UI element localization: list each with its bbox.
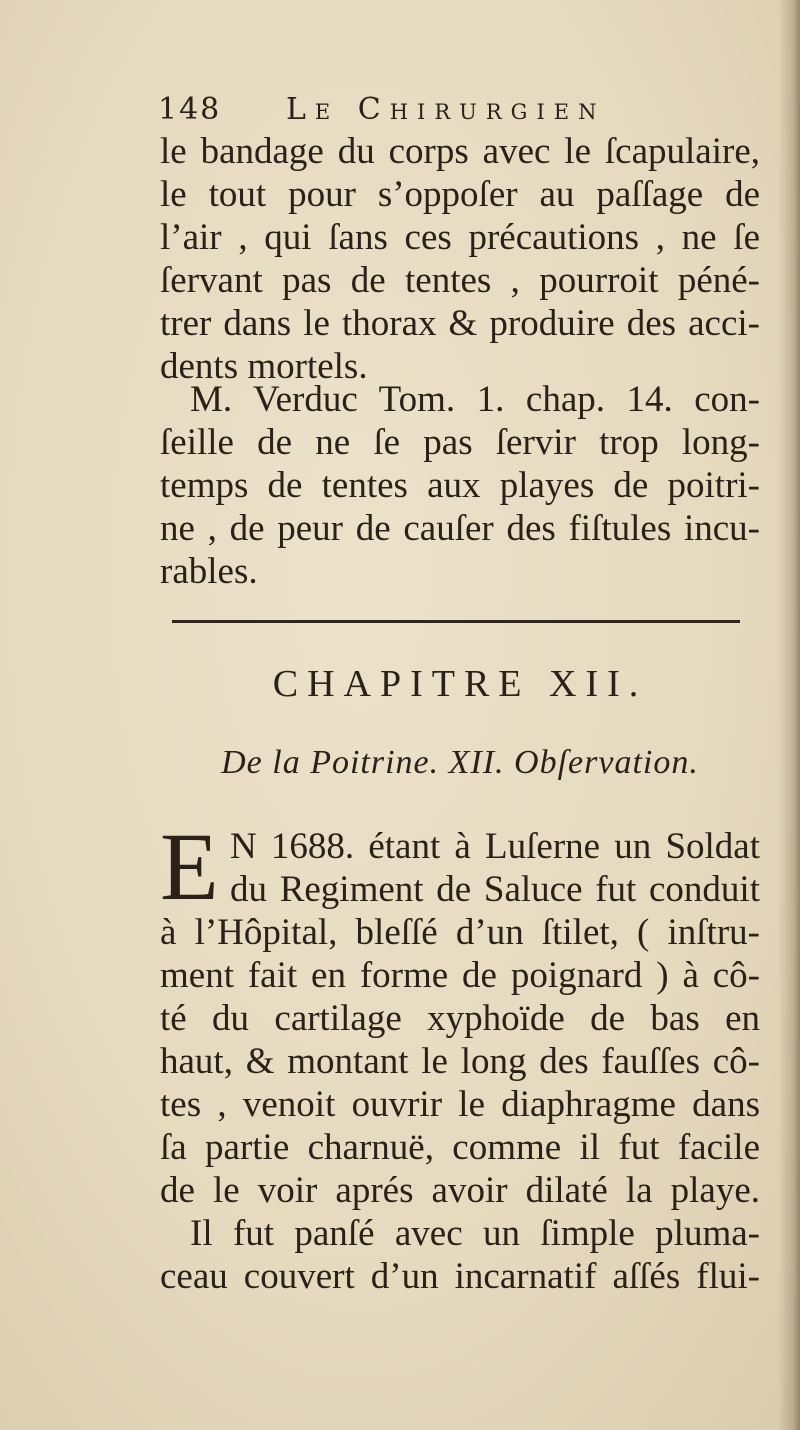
- text-line: le tout pour s’oppoſer au paſſage de: [160, 174, 760, 215]
- text-line: l’air , qui ſans ces précautions , ne ſe: [160, 217, 760, 258]
- running-head: Le Chirurgien: [286, 92, 606, 127]
- text-line: ſervant pas de tentes , pourroit péné-: [160, 260, 760, 301]
- text-line: tes , venoit ouvrir le diaphragme dans: [160, 1084, 760, 1125]
- text-line: ſa partie charnuë, comme il fut facile: [160, 1127, 760, 1168]
- text-line: à l’Hôpital, bleſſé d’un ſtilet, ( inſtru-: [160, 912, 760, 953]
- section-divider: [172, 620, 740, 623]
- paragraph-observation: [160, 825, 760, 1298]
- text-line: du Regiment de Saluce fut conduit: [230, 869, 760, 910]
- chapter-subtitle: De la Poitrine. XII. Obſervation.: [221, 744, 699, 781]
- text-line: trer dans le thorax & produire des acci-: [160, 303, 760, 344]
- paragraph-continuation: [160, 130, 760, 388]
- page-edge-shadow: [778, 0, 800, 1430]
- text-line: haut, & montant le long des fauſſes cô-: [160, 1041, 760, 1082]
- text-line: dents mortels.: [160, 346, 368, 387]
- chapter-title: CHAPITRE XII.: [272, 663, 648, 705]
- text-line: le bandage du corps avec le ſcapulaire,: [160, 131, 760, 172]
- text-line: ment fait en forme de poignard ) à cô-: [160, 955, 760, 996]
- text-line: temps de tentes aux playes de poitri-: [160, 465, 760, 506]
- text-line: M. Verduc Tom. 1. chap. 14. con-: [190, 379, 760, 420]
- text-line: rables.: [160, 551, 258, 592]
- text-line: ſeille de ne ſe pas ſervir trop long-: [160, 422, 760, 463]
- page-number: 148: [158, 92, 222, 127]
- drop-cap: E: [160, 813, 219, 920]
- text-line: N 1688. étant à Luſerne un Soldat: [230, 826, 760, 867]
- text-line: Il fut panſé avec un ſimple pluma-: [190, 1213, 760, 1254]
- text-line: ceau couvert d’un incarnatif aſſés flui-: [160, 1256, 760, 1297]
- text-line: ne , de peur de cauſer des fiſtules incu-: [160, 508, 760, 549]
- paragraph-verduc: [160, 378, 760, 593]
- text-line: de le voir aprés avoir dilaté la playe.: [160, 1170, 760, 1211]
- text-line: té du cartilage xyphoïde de bas en: [160, 998, 760, 1039]
- page-header: [158, 92, 758, 132]
